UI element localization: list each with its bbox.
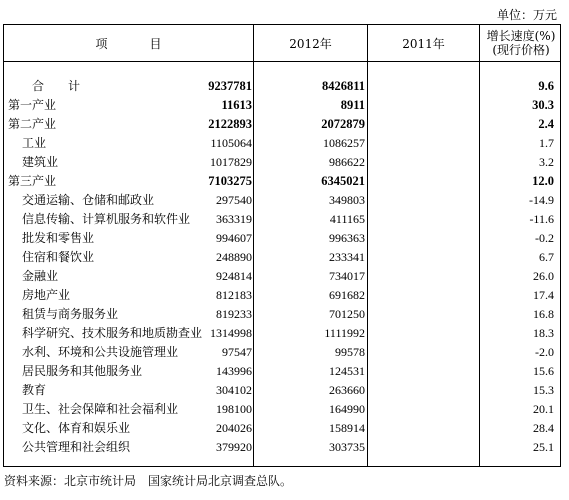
row-value-2011: 263660 — [329, 383, 365, 397]
row-value-2012: 924814 — [216, 269, 252, 283]
row-value-2012: 248890 — [216, 250, 252, 264]
header-growth-line2: (现行价格) — [492, 43, 550, 57]
row-value-2012: 11613 — [221, 98, 252, 112]
row-growth: 12.0 — [532, 174, 554, 188]
row-growth: 3.2 — [539, 155, 554, 169]
row-growth: 25.1 — [533, 440, 554, 454]
row-value-2012: 812183 — [216, 288, 252, 302]
row-value-2012: 7103275 — [208, 174, 252, 188]
header-growth — [480, 25, 562, 61]
row-growth: 1.7 — [539, 136, 554, 150]
row-value-2012: 819233 — [216, 307, 252, 321]
table-body — [4, 77, 560, 457]
row-name: 交通运输、仓储和邮政业 — [22, 193, 155, 207]
table-row — [4, 96, 560, 115]
row-value-2012: 9237781 — [208, 79, 252, 93]
table-row — [4, 400, 560, 419]
row-name: 科学研究、技术服务和地质勘查业 — [22, 326, 203, 340]
row-value-2012: 1105064 — [210, 136, 252, 150]
source-note — [4, 472, 292, 489]
row-name: 住宿和餐饮业 — [22, 250, 95, 264]
row-value-2011: 986622 — [329, 155, 365, 169]
row-growth: -0.2 — [535, 231, 554, 245]
row-name: 第一产业 — [8, 98, 57, 112]
row-growth: 15.3 — [533, 383, 554, 397]
source-org: 国家统计局北京调查总队。 — [148, 474, 293, 488]
row-growth: 6.7 — [539, 250, 554, 264]
row-growth: 28.4 — [533, 421, 554, 435]
row-name: 卫生、社会保障和社会福利业 — [22, 402, 179, 416]
table-row — [4, 248, 560, 267]
row-value-2012: 379920 — [216, 440, 252, 454]
row-name: 工业 — [22, 136, 47, 150]
row-value-2012: 297540 — [216, 193, 252, 207]
table-row — [4, 77, 560, 96]
row-name: 第二产业 — [8, 117, 57, 131]
row-name: 租赁与商务服务业 — [22, 307, 119, 321]
row-value-2012: 2122893 — [208, 117, 252, 131]
row-name: 文化、体育和娱乐业 — [22, 421, 131, 435]
row-name: 居民服务和其他服务业 — [22, 364, 143, 378]
row-growth: 26.0 — [533, 269, 554, 283]
row-value-2011: 691682 — [329, 288, 365, 302]
table-row — [4, 362, 560, 381]
row-growth: 20.1 — [533, 402, 554, 416]
row-name: 合计 — [32, 79, 105, 93]
row-name: 水利、环境和公共设施管理业 — [22, 345, 179, 359]
row-name: 第三产业 — [8, 174, 57, 188]
row-value-2011: 2072879 — [321, 117, 365, 131]
row-value-2011: 8911 — [340, 98, 365, 112]
row-value-2011: 701250 — [329, 307, 365, 321]
row-value-2012: 97547 — [222, 345, 252, 359]
row-name: 公共管理和社会组织 — [22, 440, 131, 454]
row-growth: 15.6 — [533, 364, 554, 378]
row-name: 批发和零售业 — [22, 231, 95, 245]
table-row — [4, 267, 560, 286]
row-growth: 9.6 — [538, 79, 554, 93]
header-growth-line1: 增长速度(%) — [486, 29, 556, 43]
row-value-2011: 996363 — [329, 231, 365, 245]
row-value-2011: 124531 — [329, 364, 365, 378]
row-value-2011: 8426811 — [321, 79, 365, 93]
table-row — [4, 115, 560, 134]
row-value-2011: 99578 — [335, 345, 365, 359]
table-row — [4, 153, 560, 172]
row-value-2011: 164990 — [329, 402, 365, 416]
row-name: 建筑业 — [22, 155, 59, 169]
row-growth: 17.4 — [533, 288, 554, 302]
table-row — [4, 419, 560, 438]
unit-label: 单位：万元 — [496, 8, 557, 22]
row-name: 房地产业 — [22, 288, 71, 302]
row-growth: -2.0 — [535, 345, 554, 359]
row-growth: -11.6 — [529, 212, 554, 226]
row-growth: 18.3 — [533, 326, 554, 340]
row-growth: 30.3 — [532, 98, 554, 112]
row-value-2011: 1111992 — [324, 326, 365, 340]
row-value-2012: 204026 — [216, 421, 252, 435]
row-value-2012: 1314998 — [210, 326, 252, 340]
header-2011: 2011年 — [402, 36, 445, 51]
row-growth: -14.9 — [529, 193, 554, 207]
table-row — [4, 286, 560, 305]
row-value-2011: 1086257 — [323, 136, 365, 150]
table-row — [4, 210, 560, 229]
header-2012: 2012年 — [289, 36, 332, 51]
row-value-2011: 158914 — [329, 421, 365, 435]
table-row — [4, 134, 560, 153]
table-row — [4, 191, 560, 210]
row-value-2011: 411165 — [329, 212, 365, 226]
row-name: 信息传输、计算机服务和软件业 — [22, 212, 191, 226]
row-growth: 16.8 — [533, 307, 554, 321]
source-label: 资料来源：北京市统计局 — [4, 474, 137, 488]
table-row — [4, 172, 560, 191]
row-value-2011: 6345021 — [321, 174, 365, 188]
row-name: 教育 — [22, 383, 47, 397]
table-row — [4, 305, 560, 324]
row-value-2011: 233341 — [329, 250, 365, 264]
row-value-2012: 198100 — [216, 402, 252, 416]
row-value-2012: 143996 — [216, 364, 252, 378]
table-row — [4, 343, 560, 362]
table-header — [4, 25, 560, 62]
row-value-2012: 994607 — [216, 231, 252, 245]
table-row — [4, 324, 560, 343]
row-value-2012: 1017829 — [210, 155, 252, 169]
row-name: 金融业 — [22, 269, 59, 283]
row-value-2011: 349803 — [329, 193, 365, 207]
row-value-2012: 363319 — [216, 212, 252, 226]
table-row — [4, 229, 560, 248]
row-value-2011: 303735 — [329, 440, 365, 454]
table-row — [4, 381, 560, 400]
data-table — [3, 24, 561, 467]
row-value-2011: 734017 — [329, 269, 365, 283]
header-item: 项目 — [95, 36, 204, 51]
table-row — [4, 438, 560, 457]
row-growth: 2.4 — [538, 117, 554, 131]
row-value-2012: 304102 — [216, 383, 252, 397]
